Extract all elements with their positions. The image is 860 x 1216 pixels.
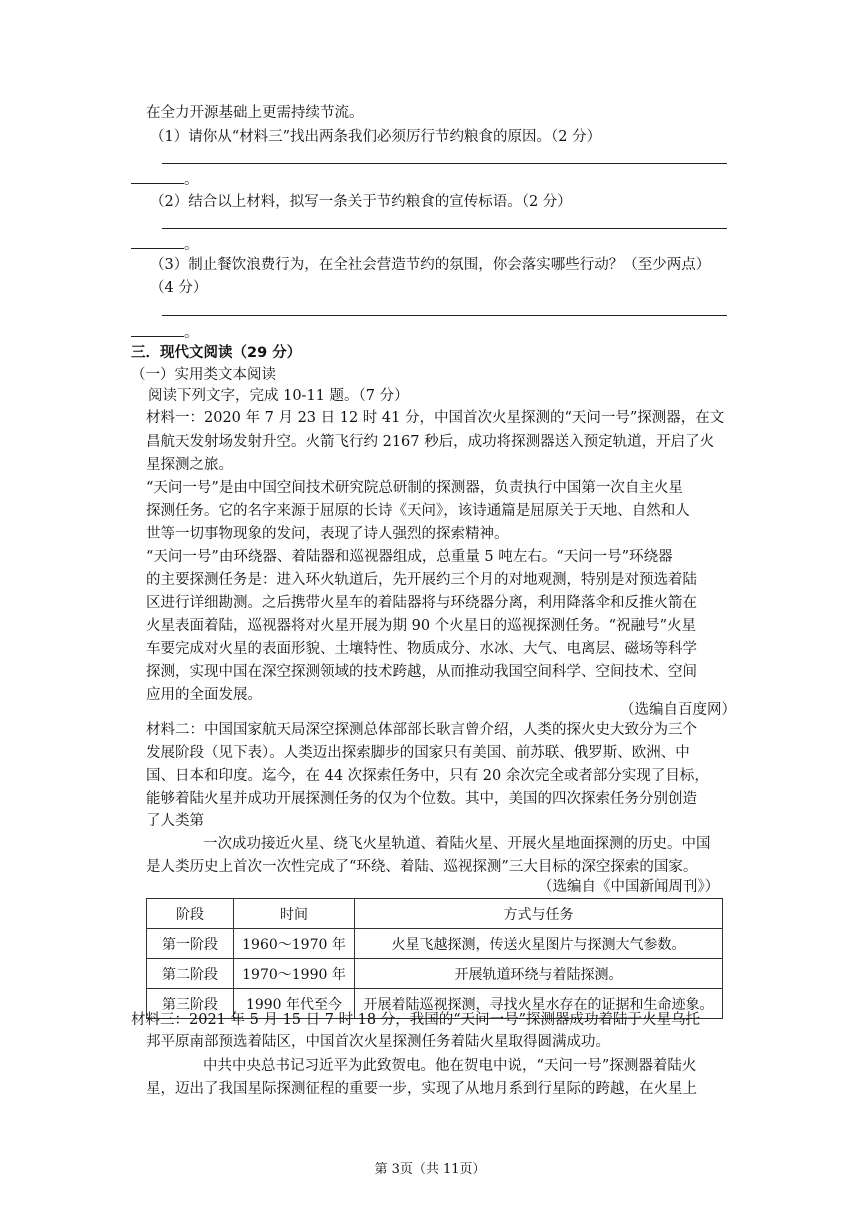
table-row bbox=[147, 959, 723, 989]
text-line: 在全力开源基础上更需持续节流。 bbox=[146, 105, 364, 121]
answer-line bbox=[131, 336, 184, 337]
table-header-cell: 时间 bbox=[234, 899, 355, 929]
text-line: 邦平原南部预选着陆区，中国首次火星探测任务着陆火星取得圆满成功。 bbox=[146, 1034, 610, 1050]
text-line: 应用的全面发展。 bbox=[146, 687, 262, 703]
source-note: （选编自《中国新闻周刊》） bbox=[538, 879, 720, 895]
text-line: 是人类历史上首次一次性完成了“环绕、着陆、巡视探测”三大目标的深空探索的国家。 bbox=[146, 859, 698, 875]
table-cell: 火星飞越探测，传送火星图片与探测大气参数。 bbox=[355, 929, 723, 959]
answer-line bbox=[131, 183, 184, 184]
text-line: 发展阶段（见下表）。人类迈出探索脚步的国家只有美国、前苏联、俄罗斯、欧洲、中 bbox=[146, 745, 690, 761]
text-line: 中共中央总书记习近平为此致贺电。他在贺电中说，“天问一号”探测器着陆火 bbox=[203, 1058, 697, 1074]
table-cell: 第二阶段 bbox=[147, 959, 234, 989]
text-line: 国、日本和印度。迄今，在 44 次探索任务中，只有 20 余次完全或者部分实现了目标， bbox=[146, 768, 709, 784]
table-header-cell: 阶段 bbox=[147, 899, 234, 929]
period-mark: 。 bbox=[184, 172, 199, 188]
mars-exploration-stages-table bbox=[146, 898, 723, 1019]
text-line: 区进行详细勘测。之后携带火星车的着陆器将与环绕器分离，利用降落伞和反推火箭在 bbox=[146, 595, 697, 611]
question-2: （2）结合以上材料，拟写一条关于节约粮食的宣传标语。（2 分） bbox=[150, 194, 572, 210]
table-cell: 1960～1970 年 bbox=[234, 929, 355, 959]
table-cell: 第一阶段 bbox=[147, 929, 234, 959]
text-line: 星探测之旅。 bbox=[146, 457, 233, 473]
text-line: 一次成功接近火星、绕飞火星轨道、着陆火星、开展火星地面探测的历史。中国 bbox=[203, 836, 711, 852]
period-mark: 。 bbox=[184, 237, 199, 253]
table-cell: 第三阶段 bbox=[147, 989, 234, 1019]
table-header-cell: 方式与任务 bbox=[355, 899, 723, 929]
text-line: “天问一号”是由中国空间技术研究院总研制的探测器，负责执行中国第一次自主火星 bbox=[146, 480, 683, 496]
answer-line bbox=[131, 248, 184, 249]
period-mark: 。 bbox=[184, 325, 199, 341]
section-heading: 三．现代文阅读（29 分） bbox=[131, 345, 302, 361]
table-cell: 1970～1990 年 bbox=[234, 959, 355, 989]
answer-line bbox=[162, 163, 727, 164]
question-1: （1）请你从“材料三”找出两条我们必须厉行节约粮食的原因。（2 分） bbox=[150, 129, 602, 145]
text-line: 能够着陆火星并成功开展探测任务的仅为个位数。其中，美国的四次探索任务分别创造 bbox=[146, 791, 697, 807]
text-line: 探测任务。它的名字来源于屈原的长诗《天问》，该诗通篇是屈原关于天地、自然和人 bbox=[146, 503, 690, 519]
text-line: 材料二：中国国家航天局深空探测总体部部长耿言曾介绍，人类的探火史大致分为三个 bbox=[146, 722, 697, 738]
table-cell: 开展轨道环绕与着陆探测。 bbox=[355, 959, 723, 989]
question-3-score: （4 分） bbox=[150, 280, 208, 296]
text-line: “天问一号”由环绕器、着陆器和巡视器组成，总重量 5 吨左右。“天问一号”环绕器 bbox=[146, 549, 673, 565]
table-cell: 开展着陆巡视探测，寻找火星水存在的证据和生命迹象。 bbox=[355, 989, 723, 1019]
text-line: 了人类第 bbox=[146, 813, 204, 829]
instruction: 阅读下列文字，完成 10-11 题。（7 分） bbox=[148, 388, 409, 404]
page-footer: 第 3页（共 11页） bbox=[374, 1162, 486, 1177]
text-line: 昌航天发射场发射升空。火箭飞行约 2167 秒后，成功将探测器送入预定轨道，开启了火 bbox=[146, 434, 715, 450]
source-note: （选编自百度网） bbox=[620, 702, 736, 718]
text-line: 的主要探测任务是：进入环火轨道后，先开展约三个月的对地观测，特别是对预选着陆 bbox=[146, 572, 697, 588]
text-line: 火星表面着陆，巡视器将对火星开展为期 90 个火星日的巡视探测任务。“祝融号”火星 bbox=[146, 618, 696, 634]
text-line: 世等一切事物现象的发问，表现了诗人强烈的探索精神。 bbox=[146, 526, 509, 542]
text-line: 材料一：2020 年 7 月 23 日 12 时 41 分，中国首次火星探测的“天问一号”探测器，在文 bbox=[146, 410, 725, 426]
text-line: 材料三：2021 年 5 月 15 日 7 时 18 分，我国的“天问一号”探测器成功着陆于火星乌托 bbox=[131, 1012, 701, 1028]
answer-line bbox=[162, 315, 727, 316]
text-line: 探测，实现中国在深空探测领域的技术跨越，从而推动我国空间科学、空间技术、空间 bbox=[146, 664, 697, 680]
subsection-heading: （一）实用类文本阅读 bbox=[131, 367, 276, 383]
table-cell: 1990 年代至今 bbox=[234, 989, 355, 1019]
table-header-row bbox=[147, 899, 723, 929]
table-row bbox=[147, 929, 723, 959]
answer-line bbox=[162, 228, 727, 229]
question-3: （3）制止餐饮浪费行为，在全社会营造节约的氛围，你会落实哪些行动？（至少两点） bbox=[150, 257, 711, 273]
text-line: 星，迈出了我国星际探测征程的重要一步，实现了从地月系到行星际的跨越，在火星上 bbox=[146, 1081, 697, 1097]
text-line: 车要完成对火星的表面形貌、土壤特性、物质成分、水冰、大气、电离层、磁场等科学 bbox=[146, 641, 697, 657]
